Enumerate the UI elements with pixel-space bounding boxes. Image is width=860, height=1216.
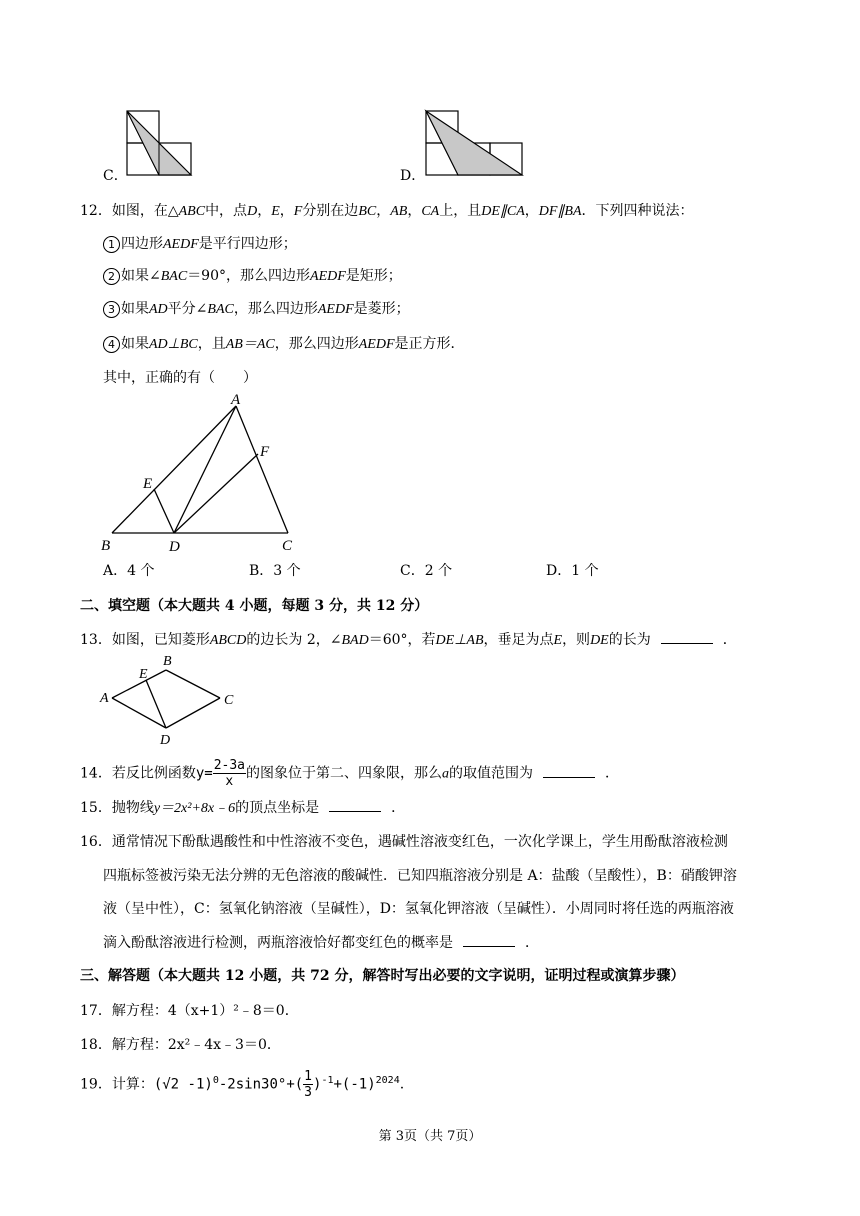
rhombus-figure bbox=[97, 652, 247, 747]
question-18: 18．解方程：2x²﹣4x﹣3＝0． bbox=[80, 1037, 281, 1053]
option-d-label: D． bbox=[400, 168, 426, 184]
statement-3: 3 如果AD平分∠BAC，那么四边形AEDF是菱形； bbox=[103, 299, 410, 320]
q12-option-c: C．2 个 bbox=[400, 563, 453, 579]
answer-blank[interactable] bbox=[463, 932, 515, 947]
fraction: $\frac{2-3a}{x}$ bbox=[213, 758, 245, 789]
section-2-heading: 二、填空题（本大题共 4 小题，每题 3 分，共 12 分） bbox=[80, 598, 429, 614]
page-footer: 第 3页（共 7页） bbox=[378, 1129, 482, 1144]
figure-option-c bbox=[120, 105, 210, 185]
statement-2: 2 如果∠BAC＝90°，那么四边形AEDF是矩形； bbox=[103, 266, 402, 287]
question-16-line-2: 四瓶标签被污染无法分辨的无色溶液的酸碱性．已知四瓶溶液分别是 A：盐酸（呈酸性），B：硝酸钾溶 bbox=[103, 868, 737, 884]
vertex-a-label: A bbox=[231, 392, 241, 408]
option-c-label: C． bbox=[103, 168, 128, 184]
question-13: 13．如图，已知菱形ABCD的边长为 2，∠BAD＝60°，若DE⊥AB，垂足为点E，则DE的长为 ． bbox=[80, 629, 737, 651]
vertex-c-label: C bbox=[282, 538, 293, 554]
answer-blank[interactable] bbox=[661, 629, 713, 644]
question-19: 19．计算：(√2 -1)$^0$-2sin30°+( $\frac{1}{3}$ )$^{-1}+(-1)^{2024}$. bbox=[80, 1069, 405, 1101]
rhombus-d-label: D bbox=[160, 733, 171, 747]
vertex-d-label: D bbox=[169, 539, 180, 555]
rhombus-c-label: C bbox=[224, 693, 234, 708]
q12-option-a: A．4 个 bbox=[103, 563, 155, 579]
figure-option-d bbox=[420, 105, 530, 185]
question-17: 17．解方程：4（x+1）²﹣8＝0． bbox=[80, 1003, 299, 1019]
q12-option-d: D．1 个 bbox=[546, 563, 599, 579]
question-16-line-4: 滴入酚酞溶液进行检测，两瓶溶液恰好都变红色的概率是 ． bbox=[103, 932, 539, 953]
question-16-line-1: 16．通常情况下酚酞遇酸性和中性溶液不变色，遇碱性溶液变红色，一次化学课上，学生用酚酞溶液检测 bbox=[80, 834, 728, 850]
question-12-ask: 其中，正确的有（ ） bbox=[103, 370, 257, 386]
vertex-e-label: E bbox=[143, 476, 153, 492]
question-16-line-3: 液（呈中性），C：氢氧化钠溶液（呈碱性），D：氢氧化钾溶液（呈碱性）．小周同时将任选的两瓶溶液 bbox=[103, 901, 734, 917]
answer-blank[interactable] bbox=[543, 763, 595, 778]
question-12-stem: 12．如图，在△ABC中，点D，E，F分别在边BC，AB，CA上，且DE∥CA，DF∥BA．下列四种说法： bbox=[80, 203, 694, 219]
rhombus-e-label: E bbox=[139, 667, 148, 682]
question-14: 14．若反比例函数y= $\frac{2-3a}{x}$ 的图象位于第二、四象限，那么a的取值范围为 ． bbox=[80, 758, 619, 789]
rhombus-b-label: B bbox=[163, 654, 172, 669]
rhombus-a-label: A bbox=[100, 691, 109, 706]
question-15: 15．抛物线y＝2x²+8x﹣6的顶点坐标是 ． bbox=[80, 797, 405, 819]
vertex-f-label: F bbox=[260, 444, 270, 460]
statement-1: 1 四边形AEDF是平行四边形； bbox=[103, 234, 297, 255]
statement-4: 4 如果AD⊥BC，且AB＝AC，那么四边形AEDF是正方形． bbox=[103, 334, 465, 355]
fraction: $\frac{1}{3}$ bbox=[304, 1069, 312, 1101]
section-3-heading: 三、解答题（本大题共 12 小题，共 72 分，解答时写出必要的文字说明，证明过程或演算步骤） bbox=[80, 968, 685, 984]
answer-blank[interactable] bbox=[329, 797, 381, 812]
vertex-b-label: B bbox=[101, 538, 111, 554]
q12-option-b: B．3 个 bbox=[249, 563, 301, 579]
triangle-figure bbox=[95, 390, 315, 560]
